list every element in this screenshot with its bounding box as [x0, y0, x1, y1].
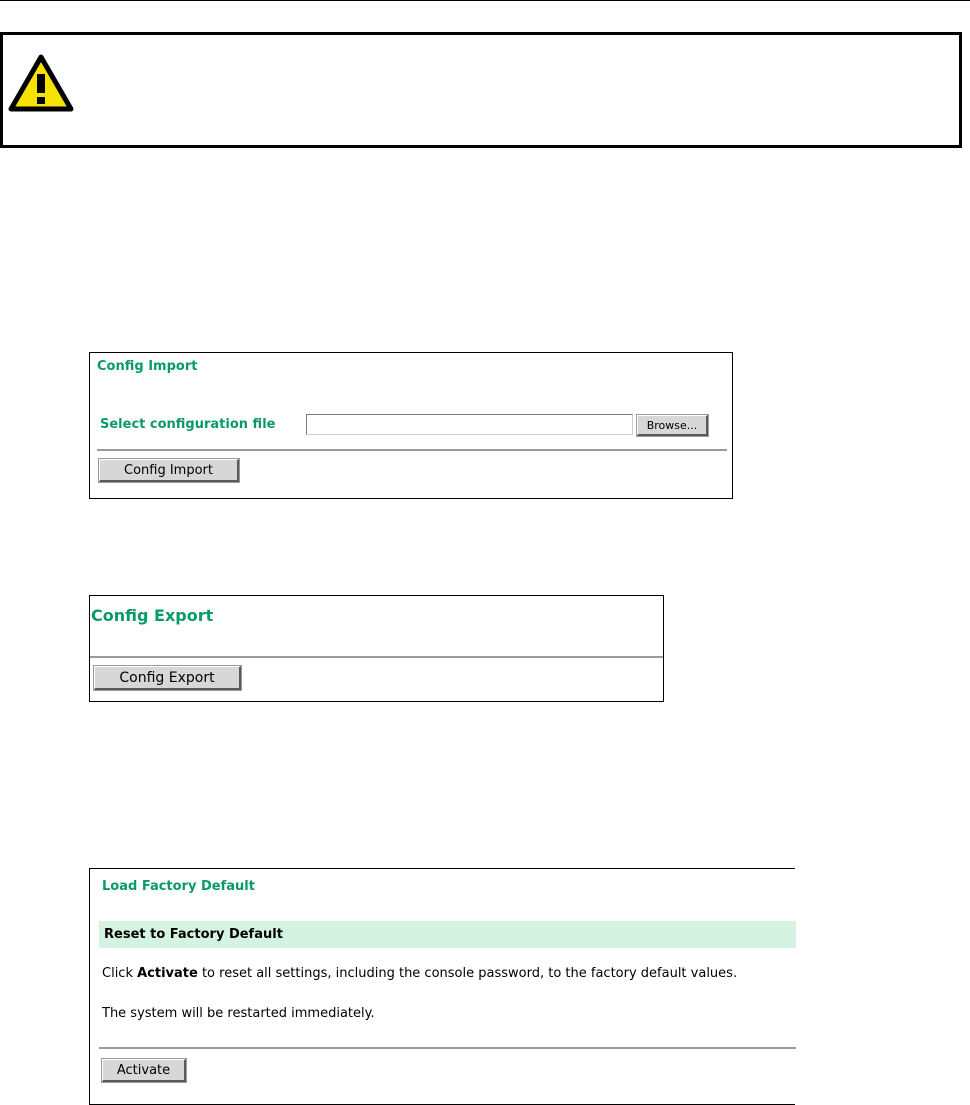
config-export-panel: [89, 595, 664, 702]
instructions-suffix: to reset all settings, including the console password, to the factory default values.: [197, 966, 738, 981]
restart-notice: The system will be restarted immediately.: [102, 1006, 375, 1021]
divider: [97, 449, 727, 451]
instructions-activate-word: Activate: [137, 966, 198, 981]
browse-button[interactable]: Browse...: [637, 415, 708, 436]
reset-to-factory-default-heading: Reset to Factory Default: [104, 927, 283, 942]
config-import-title: Config Import: [97, 359, 198, 374]
divider: [90, 656, 663, 658]
select-config-file-label: Select configuration file: [100, 417, 276, 432]
config-export-button[interactable]: Config Export: [94, 666, 241, 690]
top-rule: [0, 0, 970, 1]
config-import-button[interactable]: Config Import: [99, 459, 239, 482]
load-factory-default-title: Load Factory Default: [102, 879, 255, 894]
config-import-panel: [89, 352, 733, 499]
divider: [99, 1047, 796, 1049]
activate-instructions: [102, 966, 737, 981]
warning-triangle-icon: [7, 52, 75, 114]
warning-box: [0, 32, 962, 148]
activate-button[interactable]: Activate: [102, 1059, 186, 1082]
load-factory-default-panel: [89, 868, 795, 1105]
instructions-prefix: Click: [102, 966, 138, 981]
config-file-input[interactable]: [306, 414, 633, 435]
config-export-title: Config Export: [91, 606, 214, 625]
reset-section-header: [99, 921, 796, 948]
